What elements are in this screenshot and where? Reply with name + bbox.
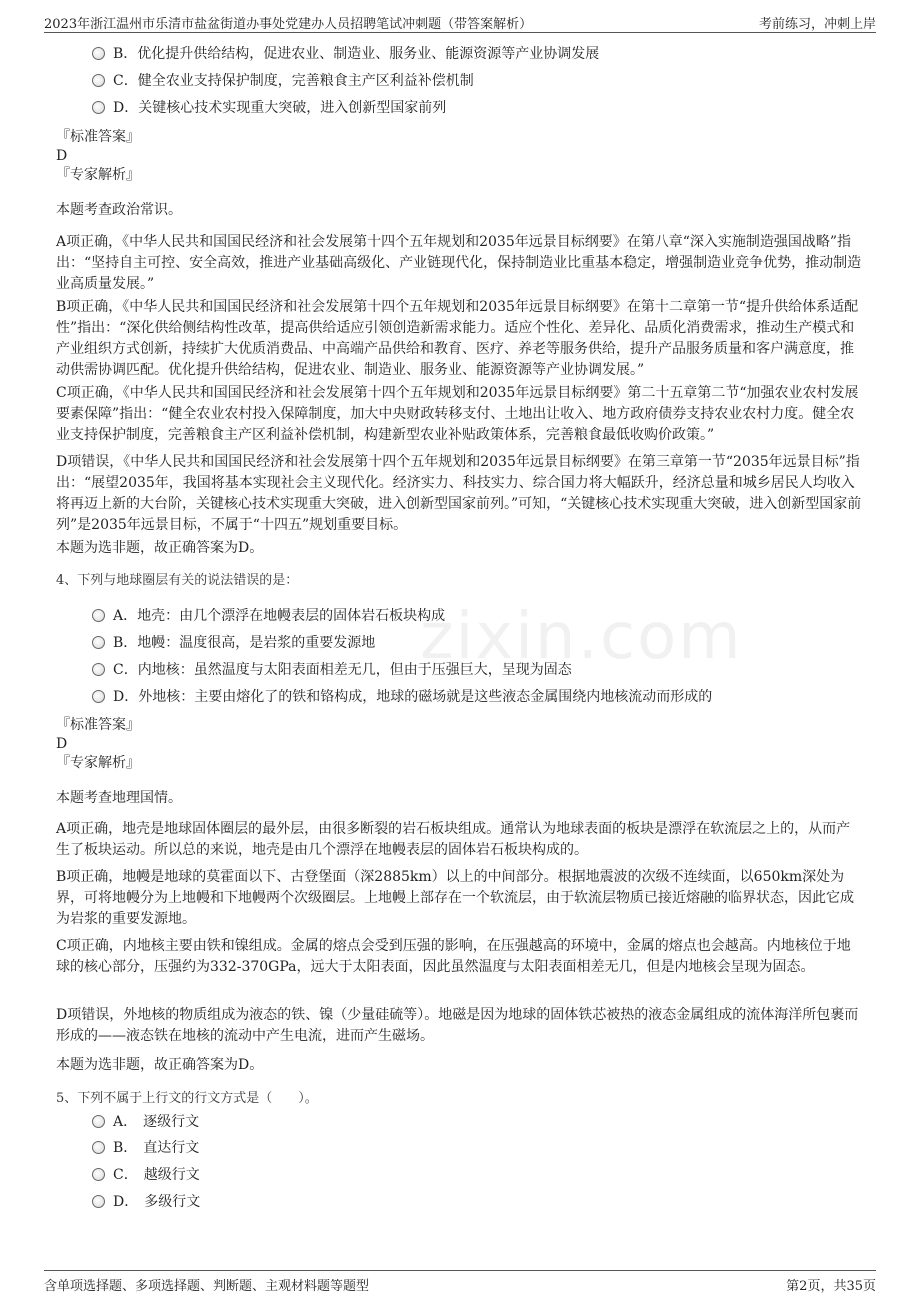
page-number: 第2页，共35页: [786, 1279, 876, 1294]
page-header: [44, 8, 876, 33]
option-letter: B．: [113, 635, 138, 651]
analysis-conclusion: 本题为选非题，故正确答案为D。: [56, 540, 264, 556]
option-text: 多级行文: [144, 1194, 201, 1210]
option-b[interactable]: [92, 633, 375, 653]
radio-icon[interactable]: [92, 609, 105, 622]
analysis-intro: 本题考查地理国情。: [56, 790, 182, 806]
radio-icon[interactable]: [92, 690, 105, 703]
option-b[interactable]: [92, 44, 599, 64]
question-types-note: 含单项选择题、多项选择题、判断题、主观材料题等题型: [44, 1279, 370, 1294]
header-slogan: 考前练习，冲刺上岸: [758, 17, 876, 32]
radio-icon[interactable]: [92, 74, 105, 87]
option-c[interactable]: [92, 1165, 200, 1185]
analysis-paragraph: B项正确，地幔是地球的莫霍面以下、古登堡面（深2885km）以上的中间部分。根据地震波的次级不连续面，以650km深处为界，可将地幔分为上地幔和下地幔两个次级圈层。上地幔上部存在一个软流层，由于软流层物质已接近熔融的临界状态，因此它成为岩浆的重要发源地。: [56, 869, 854, 927]
option-letter: A．: [113, 608, 138, 624]
option-text: 健全农业支持保护制度，完善粮食主产区利益补偿机制: [137, 73, 474, 89]
option-letter: D．: [113, 689, 139, 705]
radio-icon[interactable]: [92, 1195, 105, 1208]
radio-icon[interactable]: [92, 1115, 105, 1128]
option-text: 内地核：虽然温度与太阳表面相差无几，但由于压强巨大，呈现为固态: [137, 662, 572, 678]
answer-value: D: [56, 736, 68, 752]
option-a[interactable]: [92, 606, 445, 626]
option-letter: B．: [113, 1140, 138, 1156]
analysis-paragraph: C项正确，内地核主要由铁和镍组成。金属的熔点会受到压强的影响，在压强越高的环境中，金属的熔点也会越高。内地核位于地球的核心部分，压强约为332-370GPa，远大于太阳表面，因此虽然温度与太阳表面相差无几，但是内地核会呈现为固态。: [56, 938, 851, 975]
option-letter: C．: [113, 73, 138, 89]
option-d[interactable]: [92, 687, 712, 707]
option-c[interactable]: [92, 660, 572, 680]
option-text: 地幔：温度很高，是岩浆的重要发源地: [137, 635, 376, 651]
page-footer: [44, 1270, 876, 1295]
option-text: 直达行文: [143, 1140, 200, 1156]
answer-label: 『标准答案』: [56, 717, 140, 733]
radio-icon[interactable]: [92, 663, 105, 676]
option-b[interactable]: [92, 1138, 199, 1158]
analysis-paragraph: B项正确，《中华人民共和国国民经济和社会发展第十四个五年规划和2035年远景目标纲要》在第十二章第一节“提升供给体系适配性”指出：“深化供给侧结构性改革，提高供给适应引领创造新需求能力。适应个性化、差异化、品质化消费需求，推动生产模式和产业组织方式创新，持续扩大优质消费品、中高端产品供给和教育、医疗、养老等服务供给，提升产品服务质量和客户满意度，推动供需协调匹配。优化提升供给结构，促进农业、制造业、服务业、能源资源等产业协调发展。”: [56, 299, 859, 378]
option-letter: D．: [113, 1194, 139, 1210]
document-title: 2023年浙江温州市乐清市盐盆街道办事处党建办人员招聘笔试冲刺题（带答案解析）: [44, 17, 533, 32]
radio-icon[interactable]: [92, 636, 105, 649]
option-d[interactable]: [92, 1192, 200, 1212]
analysis-label: 『专家解析』: [56, 167, 140, 183]
analysis-paragraph: D项错误，外地核的物质组成为液态的铁、镍（少量硅硫等）。地磁是因为地球的固体铁芯被热的液态金属组成的流体海洋所包裹而形成的——液态铁在地核的流动中产生电流，进而产生磁场。: [56, 1007, 859, 1044]
option-letter: D．: [113, 100, 139, 116]
option-text: 地壳：由几个漂浮在地幔表层的固体岩石板块构成: [137, 608, 446, 624]
analysis-paragraph: C项正确，《中华人民共和国国民经济和社会发展第十四个五年规划和2035年远景目标纲要》第二十五章第二节“加强农业农村发展要素保障”指出：“健全农业农村投入保障制度，加大中央财政转移支付、土地出让收入、地方政府债券支持农业农村力度。健全农业支持保护制度，完善粮食主产区利益补偿机制，构建新型农业补贴政策体系，完善粮食最低收购价政策。”: [56, 385, 859, 443]
analysis-paragraph: A项正确，地壳是地球固体圈层的最外层，由很多断裂的岩石板块组成。通常认为地球表面的板块是漂浮在软流层之上的，从而产生了板块运动。所以总的来说，地壳是由几个漂浮在地幔表层的固体岩石板块构成的。: [56, 821, 851, 858]
question-title: 4、下列与地球圈层有关的说法错误的是：: [56, 573, 299, 588]
option-text: 关键核心技术实现重大突破，进入创新型国家前列: [138, 100, 447, 116]
option-d[interactable]: [92, 98, 446, 118]
question-title: 5、下列不属于上行文的行文方式是（ ）。: [56, 1091, 318, 1106]
analysis-label: 『专家解析』: [56, 755, 140, 771]
analysis-paragraph: D项错误，《中华人民共和国国民经济和社会发展第十四个五年规划和2035年远景目标纲要》在第三章第一节“2035年远景目标”指出：“展望2035年，我国将基本实现社会主义现代化。经济实力、科技实力、综合国力将大幅跃升，经济总量和城乡居民人均收入将再迈上新的大台阶，关键核心技术实现重大突破，进入创新型国家前列。”可知，“关键核心技术实现重大突破，进入创新型国家前列”是2035年远景目标，不属于“十四五”规划重要目标。: [56, 454, 862, 533]
answer-label: 『标准答案』: [56, 129, 140, 145]
watermark: zixin.com: [420, 600, 743, 674]
option-text: 外地核：主要由熔化了的铁和铬构成，地球的磁场就是这些液态金属围绕内地核流动而形成的: [138, 689, 713, 705]
radio-icon[interactable]: [92, 101, 105, 114]
answer-value: D: [56, 148, 68, 164]
option-letter: B．: [113, 46, 138, 62]
option-letter: C．: [113, 662, 138, 678]
option-letter: C．: [113, 1167, 138, 1183]
analysis-paragraph: A项正确，《中华人民共和国国民经济和社会发展第十四个五年规划和2035年远景目标纲要》在第八章“深入实施制造强国战略”指出：“坚持自主可控、安全高效，推进产业基础高级化、产业链现代化，保持制造业比重基本稳定，增强制造业竞争优势，推动制造业高质量发展。”: [56, 234, 862, 292]
radio-icon[interactable]: [92, 1168, 105, 1181]
analysis-conclusion: 本题为选非题，故正确答案为D。: [56, 1057, 264, 1073]
option-text: 逐级行文: [143, 1114, 200, 1130]
analysis-intro: 本题考查政治常识。: [56, 202, 182, 218]
option-text: 越级行文: [143, 1167, 200, 1183]
radio-icon[interactable]: [92, 1141, 105, 1154]
option-letter: A．: [113, 1114, 138, 1130]
option-c[interactable]: [92, 71, 474, 91]
radio-icon[interactable]: [92, 47, 105, 60]
option-a[interactable]: [92, 1112, 199, 1132]
option-text: 优化提升供给结构，促进农业、制造业、服务业、能源资源等产业协调发展: [137, 46, 600, 62]
